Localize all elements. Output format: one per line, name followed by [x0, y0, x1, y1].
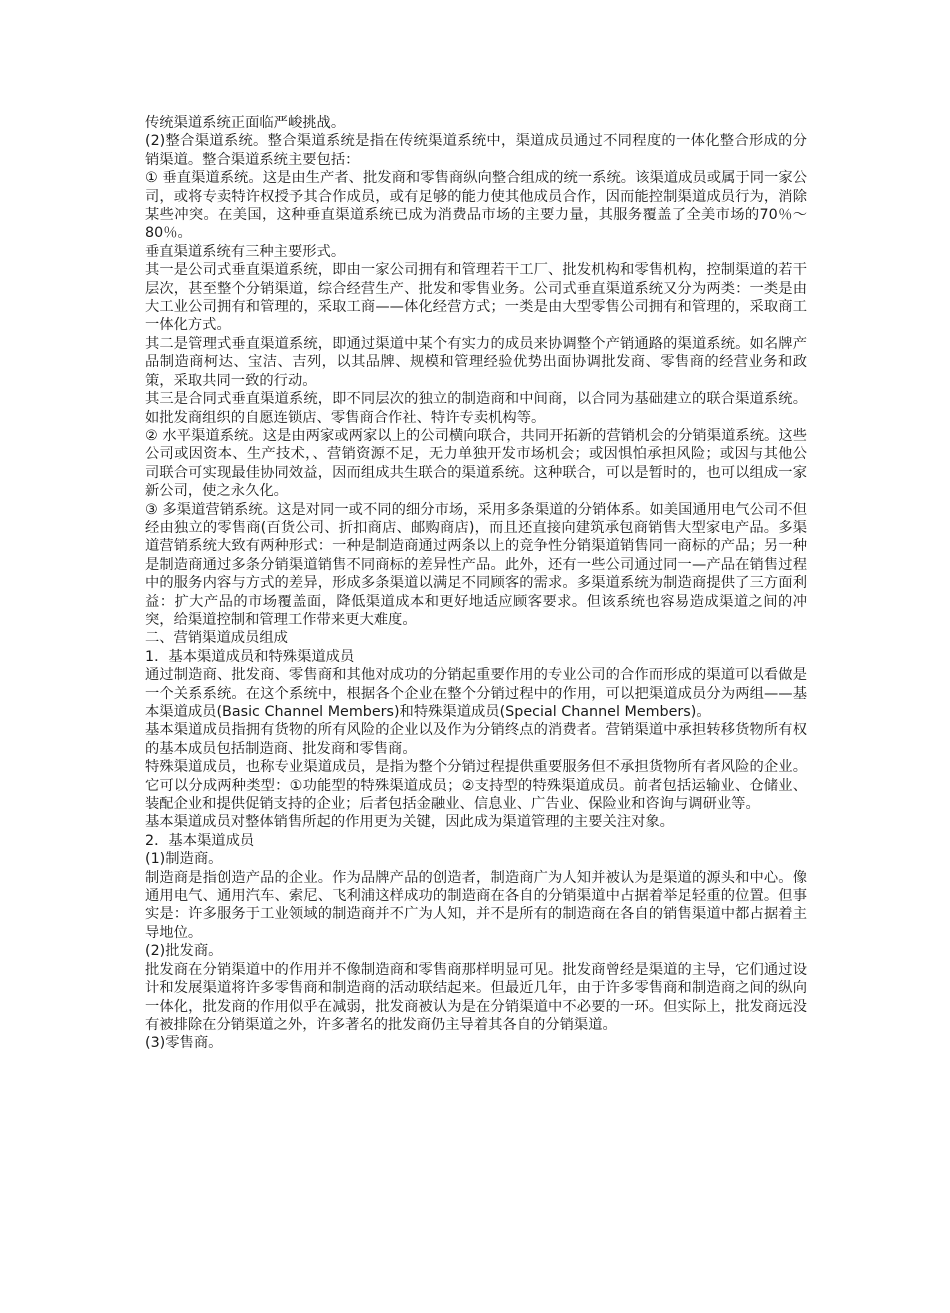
paragraph: 垂直渠道系统有三种主要形式。 [145, 243, 346, 260]
paragraph: 基本渠道成员对整体销售所起的作用更为关键，因此成为渠道管理的主要关注对象。 [145, 814, 674, 831]
item-heading: (1)制造商。 [145, 851, 223, 868]
paragraph: 其三是合同式垂直渠道系统，即不同层次的独立的制造商和中间商，以合同为基础建立的联合渠道系统。如批发商组织的自愿连锁店、零售商合作社、特许专卖机构等。 [145, 391, 807, 426]
document-body [145, 114, 807, 1053]
paragraph: 特殊渠道成员，也称专业渠道成员，是指为整个分销过程提供重要服务但不承担货物所有者风险的企业。它可以分成两种类型：①功能型的特殊渠道成员；②支持型的特殊渠道成员。前者包括运输业、仓储业、装配企业和提供促销支持的企业；后者包括金融业、信息业、广告业、保险业和咨询与调研业等。 [145, 759, 807, 813]
paragraph: 基本渠道成员指拥有货物的所有风险的企业以及作为分销终点的消费者。营销渠道中承担转移货物所有权的基本成员包括制造商、批发商和零售商。 [145, 722, 807, 757]
paragraph: ③ 多渠道营销系统。这是对同一或不同的细分市场，采用多条渠道的分销体系。如美国通用电气公司不但经由独立的零售商(百货公司、折扣商店、邮购商店)，而且还直接向建筑承包商销售大型家电产品。多渠道营销系统大致有两种形式：一种是制造商通过两条以上的竞争性分销渠道销售同一商标的产品；另一种是制造商通过多条分销渠道销售不同商标的差异性产品。此外，还有一些公司通过同一—产品在销售过程中的服务内容与方式的差异，形成多条渠道以满足不同顾客的需求。多渠道系统为制造商提供了三方面利益：扩大产品的市场覆盖面，降低渠道成本和更好地适应顾客要求。但该系统也容易造成渠道之间的冲突，给渠道控制和管理工作带来更大难度。 [145, 501, 807, 628]
paragraph: 制造商是指创造产品的企业。作为品牌产品的创造者，制造商广为人知并被认为是渠道的源头和中心。像通用电气、通用汽车、索尼、飞利浦这样成功的制造商在各自的分销渠道中占据着举足轻重的位置。但事实是：许多服务于工业领域的制造商并不广为人知，并不是所有的制造商在各自的销售渠道中都占据着主导地位。 [145, 869, 807, 941]
paragraph: (2)整合渠道系统。整合渠道系统是指在传统渠道系统中，渠道成员通过不同程度的一体化整合形成的分销渠道。整合渠道系统主要包括： [145, 133, 807, 168]
section-heading: 二、营销渠道成员组成 [145, 630, 288, 647]
paragraph: 传统渠道系统正面临严峻挑战。 [145, 115, 346, 131]
paragraph: 其一是公司式垂直渠道系统，即由一家公司拥有和管理若干工厂、批发机构和零售机构，控制渠道的若干层次，甚至整个分销渠道，综合经营生产、批发和零售业务。公司式垂直渠道系统又分为两类：一类是由大工业公司拥有和管理的，采取工商——体化经营方式；一类是由大型零售公司拥有和管理的，采取商工一体化方式。 [145, 262, 807, 334]
paragraph: 通过制造商、批发商、零售商和其他对成功的分销起重要作用的专业公司的合作而形成的渠道可以看做是一个关系系统。在这个系统中，根据各个企业在整个分销过程中的作用，可以把渠道成员分为两组——基本渠道成员(Basic Channel Members)和特殊渠道成员(Special Channel Members)。 [145, 667, 807, 720]
paragraph: 批发商在分销渠道中的作用并不像制造商和零售商那样明显可见。批发商曾经是渠道的主导，它们通过设计和发展渠道将许多零售商和制造商的活动联结起来。但最近几年，由于许多零售商和制造商之间的纵向一体化，批发商的作用似乎在减弱，批发商被认为是在分销渠道中不必要的一环。但实际上，批发商远没有被排除在分销渠道之外，许多著名的批发商仍主导着其各自的分销渠道。 [145, 961, 807, 1033]
paragraph: ② 水平渠道系统。这是由两家或两家以上的公司横向联合，共同开拓新的营销机会的分销渠道系统。这些公司或因资本、生产技术，、营销资源不足，无力单独开发市场机会；或因惧怕承担风险；或因与其他公司联合可实现最佳协同效益，因而组成共生联合的渠道系统。这种联合，可以是暂时的，也可以组成一家新公司，使之永久化。 [145, 427, 807, 500]
subsection-heading: 1．基本渠道成员和特殊渠道成员 [145, 648, 355, 665]
subsection-heading: 2．基本渠道成员 [145, 832, 255, 849]
paragraph: ① 垂直渠道系统。这是由生产者、批发商和零售商纵向整合组成的统一系统。该渠道成员或属于同一家公司，或将专卖特许权授予其合作成员，或有足够的能力使其他成员合作，因而能控制渠道成员行为，消除某些冲突。在美国，这种垂直渠道系统已成为消费品市场的主要力量，其服务覆盖了全美市场的70％～80％。 [145, 170, 807, 242]
item-heading: (2)批发商。 [145, 943, 223, 960]
item-heading: (3)零售商。 [145, 1035, 223, 1052]
paragraph: 其二是管理式垂直渠道系统，即通过渠道中某个有实力的成员来协调整个产销通路的渠道系统。如名牌产品制造商柯达、宝洁、吉列，以其品牌、规模和管理经验优势出面协调批发商、零售商的经营业务和政策，采取共同一致的行动。 [145, 335, 807, 389]
